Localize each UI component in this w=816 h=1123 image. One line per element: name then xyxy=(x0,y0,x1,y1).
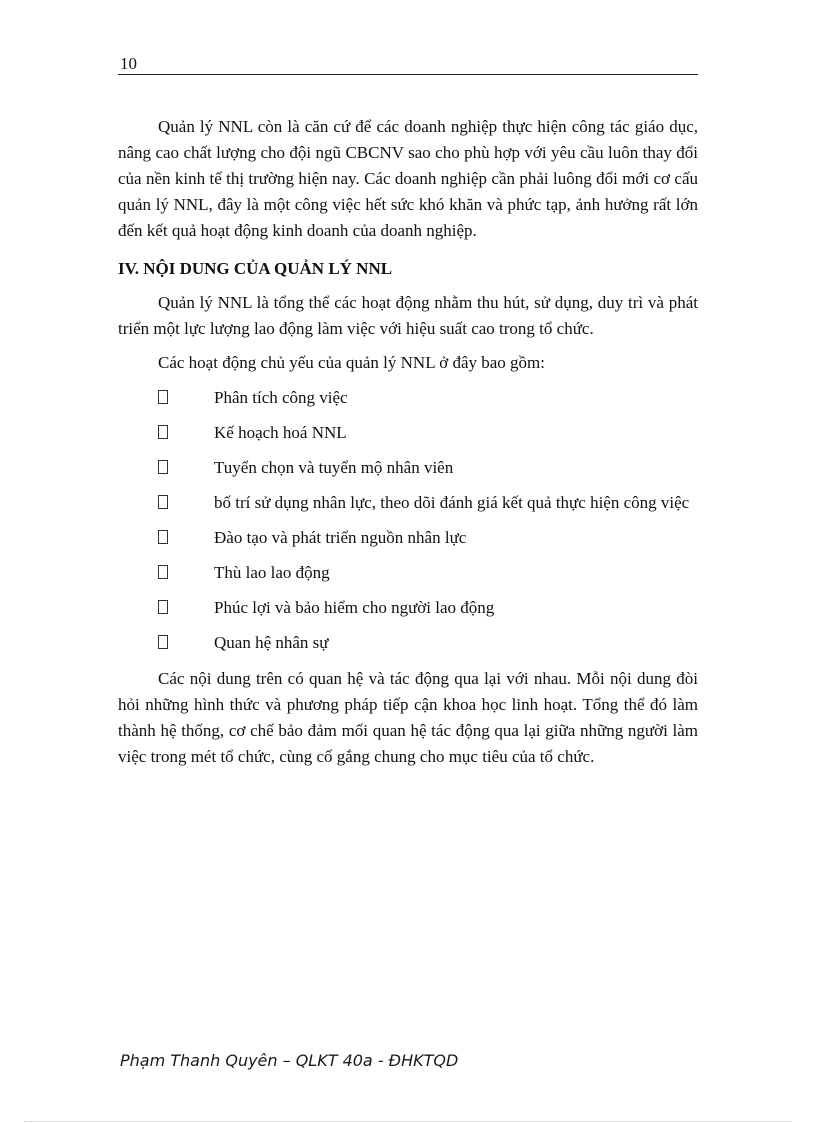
checkbox-bullet-icon xyxy=(158,530,168,544)
list-item xyxy=(118,420,698,446)
list-item xyxy=(118,630,698,656)
list-item-text: Phúc lợi và bảo hiểm cho người lao động xyxy=(214,598,495,617)
list-item xyxy=(118,455,698,481)
list-item-text: Đào tạo và phát triển nguồn nhân lực xyxy=(214,528,467,547)
checkbox-bullet-icon xyxy=(158,495,168,509)
footer-author-line: Phạm Thanh Quyên – QLKT 40a - ĐHKTQD xyxy=(120,1051,459,1070)
checkbox-bullet-icon xyxy=(158,565,168,579)
header-divider xyxy=(118,74,698,75)
list-item xyxy=(118,385,698,411)
page-number: 10 xyxy=(120,54,137,73)
list-item-text: Kế hoạch hoá NNL xyxy=(214,423,347,442)
list-item-text: Quan hệ nhân sự xyxy=(214,633,329,652)
list-item-text: Phân tích công việc xyxy=(214,388,348,407)
checkbox-bullet-icon xyxy=(158,425,168,439)
list-item xyxy=(118,595,698,621)
list-item-text: bố trí sử dụng nhân lực, theo dõi đánh giá kết quả thực hiện công việc xyxy=(214,493,690,512)
document-body xyxy=(118,114,698,770)
list-item xyxy=(118,525,698,551)
section-heading: IV. NỘI DUNG CỦA QUẢN LÝ NNL xyxy=(118,259,393,278)
checkbox-bullet-icon xyxy=(158,390,168,404)
checkbox-bullet-icon xyxy=(158,460,168,474)
checkbox-bullet-icon xyxy=(158,600,168,614)
paragraph-1: Quản lý NNL còn là căn cứ để các doanh nghiệp thực hiện công tác giáo dục, nâng cao chất lượng cho đội ngũ CBCNV sao cho phù hợp với yêu cầu luôn thay đổi của nền kinh tế thị trường hiện nay. Các doanh nghiệp cần phải luông đổi mới cơ cấu quản lý NNL, đây là một công việc hết sức khó khăn và phức tạp, ảnh hưởng rất lớn đến kết quả hoạt động kinh doanh của doanh nghiệp. xyxy=(118,117,698,240)
paragraph-2: Quản lý NNL là tổng thể các hoạt động nhằm thu hút, sử dụng, duy trì và phát triển một lực lượng lao động làm việc với hiệu suất cao trong tổ chức. xyxy=(118,293,698,338)
checkbox-bullet-icon xyxy=(158,635,168,649)
list-intro: Các hoạt động chủ yếu của quản lý NNL ở đây bao gồm: xyxy=(158,353,545,372)
paragraph-3: Các nội dung trên có quan hệ và tác động qua lại với nhau. Mỗi nội dung đòi hỏi những hình thức và phương pháp tiếp cận khoa học linh hoạt. Tổng thể đó làm thành hệ thống, cơ chế bảo đảm mối quan hệ tác động qua lại giữa những người làm việc trong mét tổ chức, cùng cố gắng chung cho mục tiêu của tổ chức. xyxy=(118,669,698,766)
list-item xyxy=(118,560,698,586)
list-item-text: Thù lao lao động xyxy=(214,563,330,582)
list-item-text: Tuyển chọn và tuyển mộ nhân viên xyxy=(214,458,454,477)
list-item xyxy=(118,490,698,516)
page-bottom-divider xyxy=(24,1121,792,1122)
